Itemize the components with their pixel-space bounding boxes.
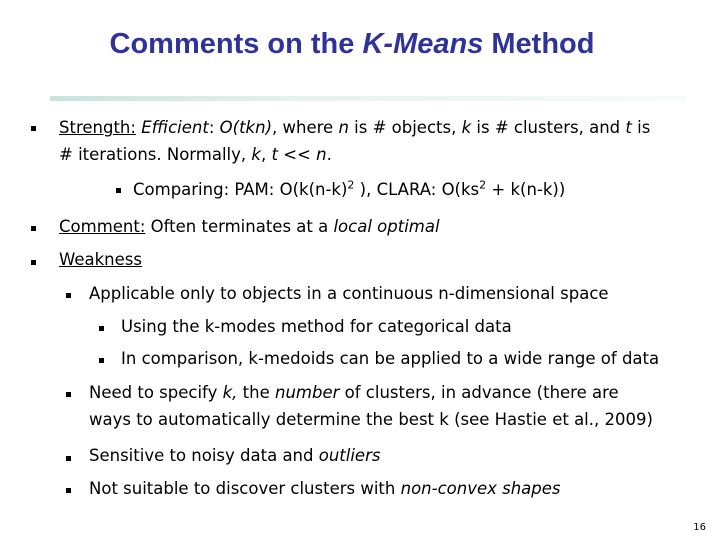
square-bullet-icon [66, 488, 71, 493]
weakness-item-3: Sensitive to noisy data and outliers [89, 446, 381, 465]
weakness-item-2-line-1: Need to specify k, the number of clusters, in advance (there are [89, 383, 619, 402]
square-bullet-icon [31, 226, 36, 231]
weakness-item-2-line-2: ways to automatically determine the best k (see Hastie et al., 2009) [89, 410, 653, 429]
weakness-item-1b: In comparison, k-medoids can be applied to a wide range of data [121, 349, 660, 368]
weakness-item-1: Applicable only to objects in a continuous n-dimensional space [89, 284, 609, 303]
square-bullet-icon [31, 260, 36, 265]
title-underline-rule [50, 96, 686, 101]
weakness-item-4: Not suitable to discover clusters with non-convex shapes [89, 479, 561, 498]
square-bullet-icon [66, 456, 71, 461]
weakness-item-1a: Using the k-modes method for categorical data [121, 317, 512, 336]
square-bullet-icon [116, 188, 121, 193]
slide-title: Comments on the K-Means Method [109, 28, 595, 60]
square-bullet-icon [66, 392, 71, 397]
strength-line-1: Strength: Efficient: O(tkn), where n is # objects, k is # clusters, and t is [59, 118, 651, 137]
square-bullet-icon [99, 326, 104, 331]
page-number: 16 [693, 522, 706, 533]
weakness-heading: Weakness [59, 250, 142, 269]
square-bullet-icon [66, 293, 71, 298]
comment-line: Comment: Often terminates at a local optimal [59, 217, 440, 236]
square-bullet-icon [99, 358, 104, 363]
square-bullet-icon [31, 126, 36, 131]
strength-line-2: # iterations. Normally, k, t << n. [59, 145, 332, 164]
comparing-line: Comparing: PAM: $O(k(n-k)^2$ ), CLARA: $O(ks^2 + k(n-k))$ [133, 178, 566, 199]
